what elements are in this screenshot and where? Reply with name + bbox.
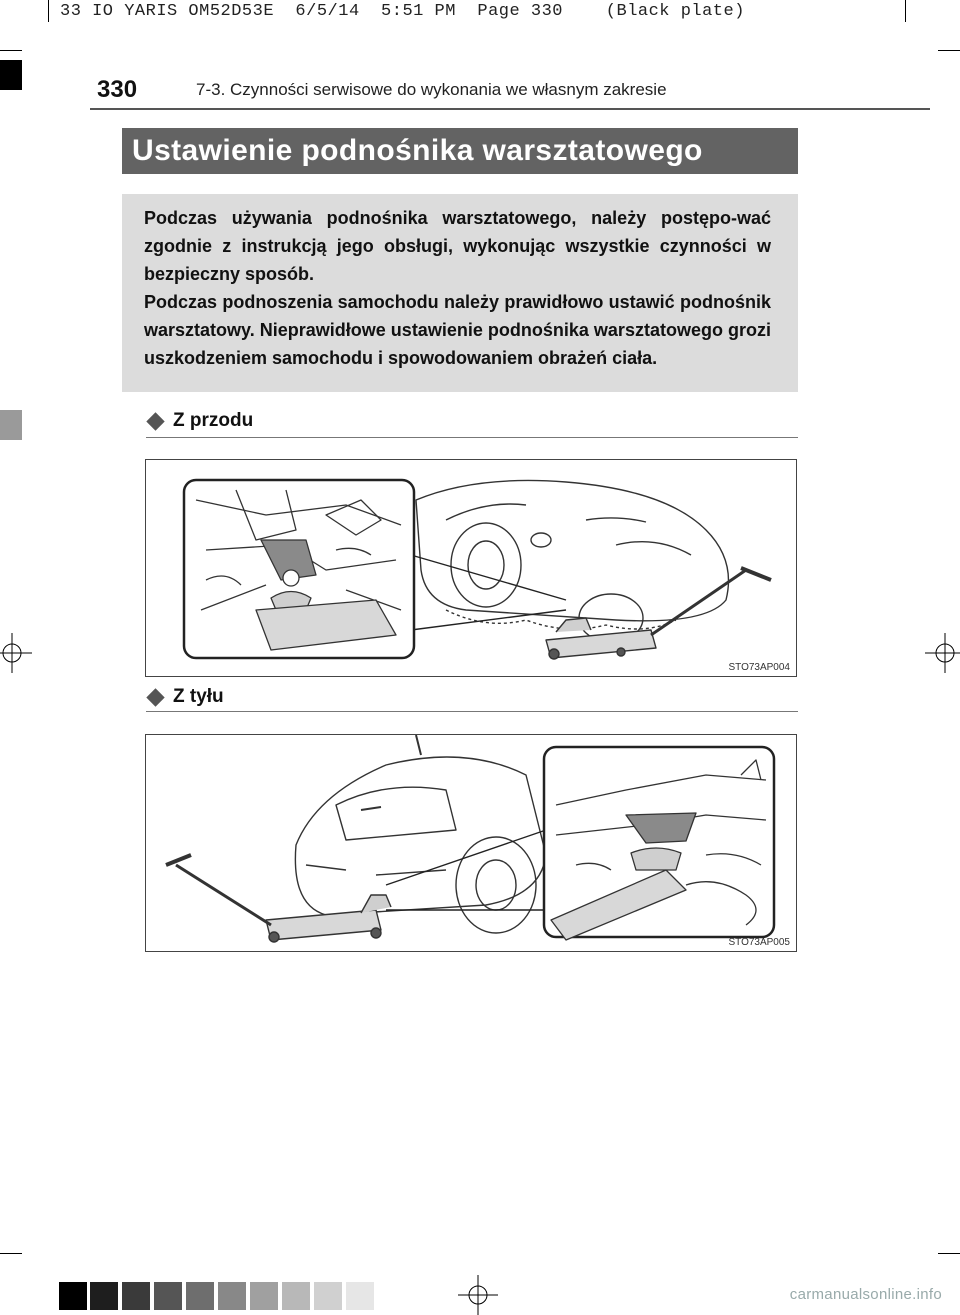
section-rule <box>146 711 798 712</box>
section-heading-rear <box>146 686 224 708</box>
section-heading-label: Z tyłu <box>173 686 224 707</box>
color-swatch <box>282 1282 310 1310</box>
watermark: carmanualsonline.info <box>789 1286 942 1303</box>
intro-paragraph: Podczas podnoszenia samochodu należy prawidłowo ustawić podnośnik warsztatowy. Nieprawidłowe ustawienie podnośnika warsztatowego grozi uszkodzeniem samochodu i spowodowaniem obrażeń ciała. <box>144 292 771 368</box>
section-tab-marker <box>0 410 22 440</box>
registration-mark-icon <box>458 1275 498 1315</box>
crop-mark <box>48 0 49 22</box>
crop-mark <box>0 50 22 51</box>
section-rule <box>146 437 798 438</box>
running-title: 7-3. Czynności serwisowe do wykonania we własnym zakresie <box>196 80 667 99</box>
figure-code: STO73AP005 <box>728 937 790 948</box>
color-swatch <box>346 1282 374 1310</box>
color-swatch <box>218 1282 246 1310</box>
crop-mark <box>0 1253 22 1254</box>
color-swatch <box>90 1282 118 1310</box>
intro-box <box>122 194 798 392</box>
color-swatch <box>154 1282 182 1310</box>
color-swatch <box>59 1282 87 1310</box>
color-swatch <box>250 1282 278 1310</box>
section-banner: Ustawienie podnośnika warsztatowego <box>122 128 798 174</box>
color-swatch <box>122 1282 150 1310</box>
crop-mark <box>938 50 960 51</box>
figure-rear-jack <box>145 734 797 952</box>
figure-code: STO73AP004 <box>728 662 790 673</box>
crop-mark <box>905 0 906 22</box>
intro-paragraph: Podczas używania podnośnika warsztatowego, należy postępo-wać zgodnie z instrukcją jego obsługi, wykonując wszystkie czynności w bezpieczny sposób. <box>144 208 771 284</box>
header-rule <box>90 108 930 110</box>
chapter-tab-marker <box>0 60 22 90</box>
diamond-bullet-icon <box>146 412 164 430</box>
front-jack-illustration <box>146 460 796 675</box>
registration-mark-icon <box>0 633 32 673</box>
section-heading-label: Z przodu <box>173 410 254 431</box>
color-swatch <box>186 1282 214 1310</box>
color-swatch <box>314 1282 342 1310</box>
page-number: 330 <box>97 76 138 103</box>
section-heading-front <box>146 410 253 432</box>
figure-front-jack <box>145 459 797 677</box>
crop-mark <box>938 1253 960 1254</box>
print-slug: 33 IO YARIS OM52D53E 6/5/14 5:51 PM Page 330 (Black plate) <box>60 2 745 21</box>
rear-jack-illustration <box>146 735 796 950</box>
diamond-bullet-icon <box>146 688 164 706</box>
registration-mark-icon <box>925 633 960 673</box>
